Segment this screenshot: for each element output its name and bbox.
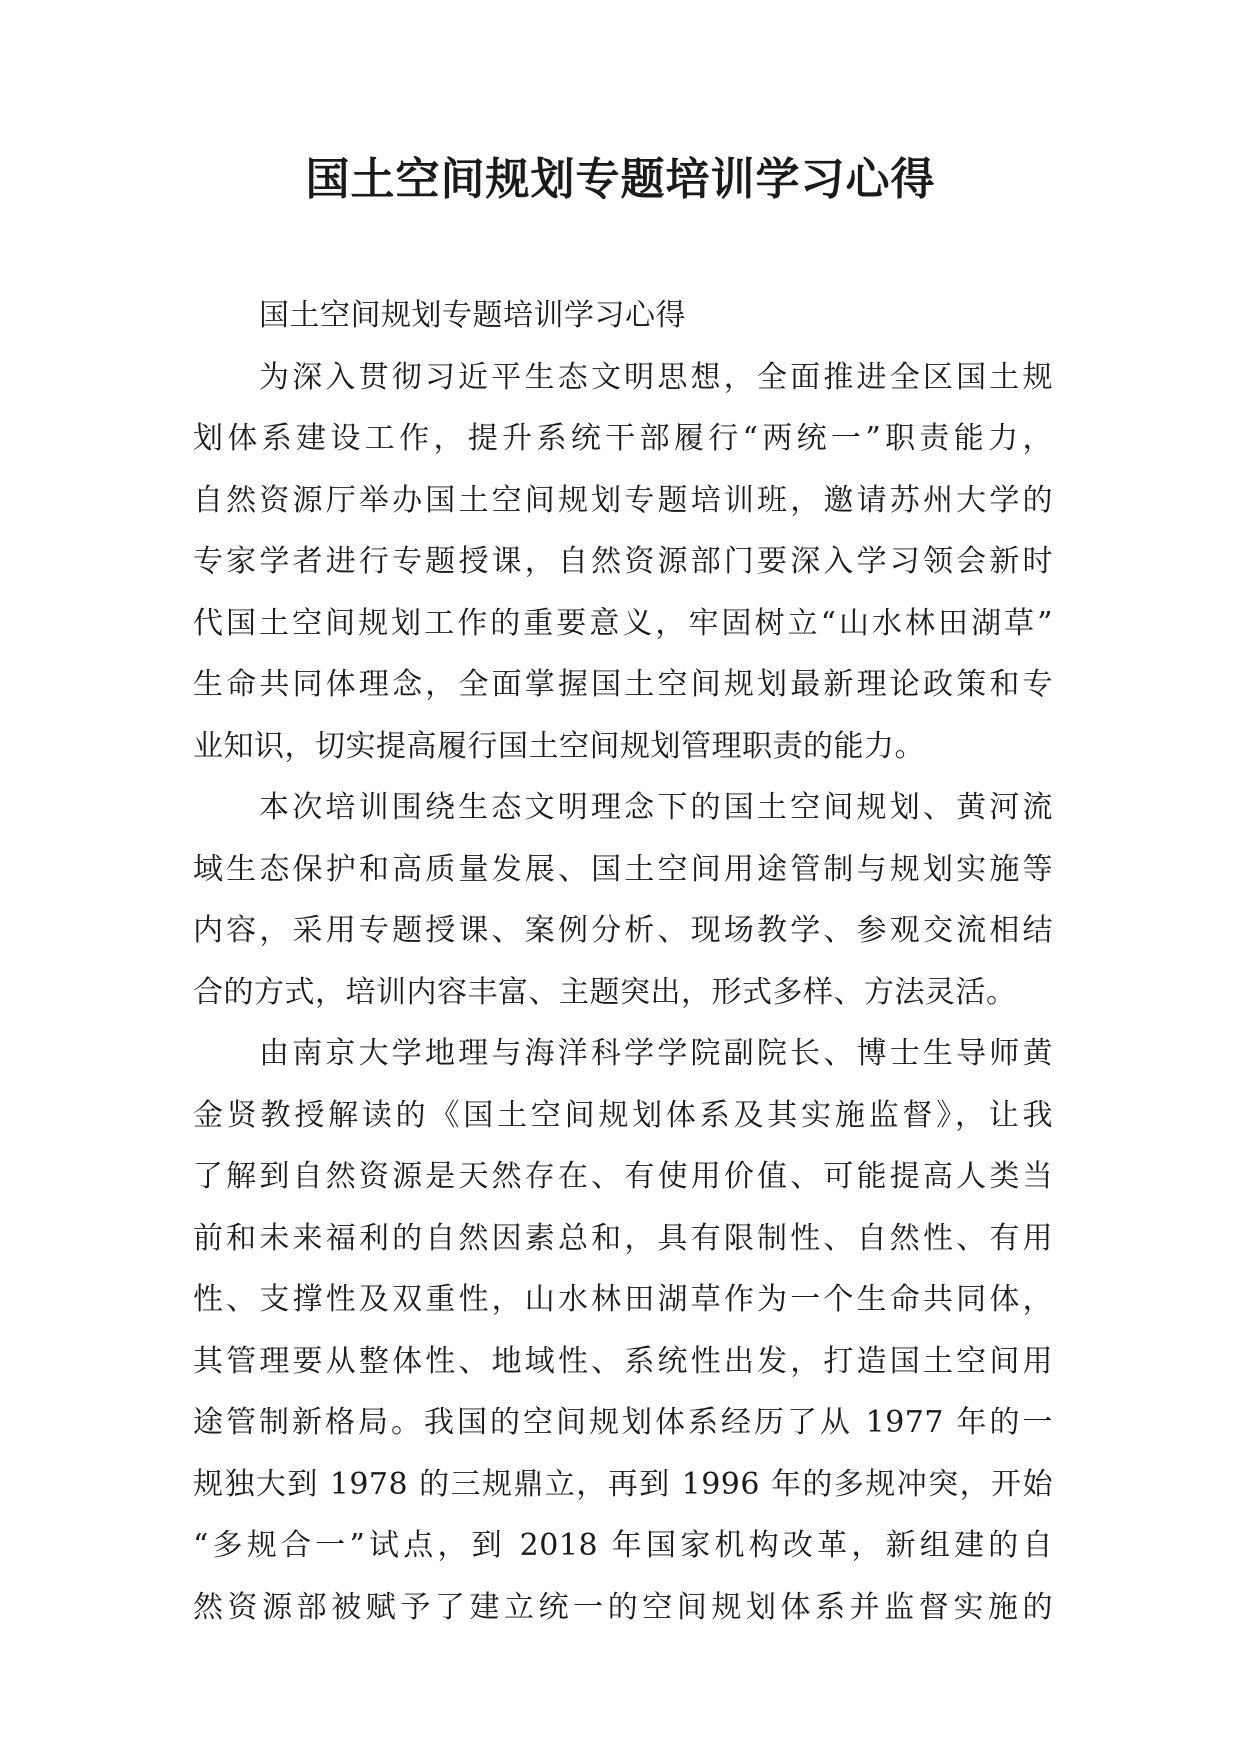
body-line: 规独大到 1978 的三规鼎立，再到 1996 年的多规冲突，开始	[193, 1466, 1053, 1502]
body-line: 性、支撑性及双重性，山水林田湖草作为一个生命共同体，	[193, 1282, 1053, 1317]
body-line: 自然资源厅举办国土空间规划专题培训班，邀请苏州大学的	[193, 482, 1053, 518]
document-title: 国土空间规划专题培训学习心得	[305, 154, 936, 205]
body-line: 然资源部被赋予了建立统一的空间规划体系并监督实施的	[193, 1589, 1053, 1625]
body-line: 前和未来福利的自然因素总和，具有限制性、自然性、有用	[193, 1220, 1053, 1256]
body-line: 本次培训围绕生态文明理念下的国土空间规划、黄河流	[259, 790, 1053, 825]
body-line: 途管制新格局。我国的空间规划体系经历了从 1977 年的一	[193, 1405, 1053, 1440]
body-line: 金贤教授解读的《国土空间规划体系及其实施监督》，让我	[193, 1097, 1053, 1133]
body-line: 合的方式，培训内容丰富、主题突出，形式多样、方法灵活。	[193, 974, 1017, 1010]
body-line: 了解到自然资源是天然存在、有使用价值、可能提高人类当	[193, 1159, 1053, 1194]
body-line: 由南京大学地理与海洋科学学院副院长、博士生导师黄	[259, 1036, 1053, 1071]
body-line: 内容，采用专题授课、案例分析、现场教学、参观交流相结	[193, 913, 1053, 948]
document-body	[193, 285, 1053, 1638]
body-line: 其管理要从整体性、地域性、系统性出发，打造国土空间用	[193, 1343, 1053, 1379]
body-line: 生命共同体理念，全面掌握国土空间规划最新理论政策和专	[193, 667, 1053, 702]
body-line: “多规合一”试点，到 2018 年国家机构改革，新组建的自	[193, 1528, 1053, 1563]
body-line: 域生态保护和高质量发展、国土空间用途管制与规划实施等	[193, 851, 1053, 887]
body-line: 业知识，切实提高履行国土空间规划管理职责的能力。	[193, 728, 925, 764]
body-line: 为深入贯彻习近平生态文明思想，全面推进全区国土规	[259, 359, 1053, 395]
body-line: 划体系建设工作，提升系统干部履行“两统一”职责能力，	[193, 421, 1053, 456]
body-line: 国土空间规划专题培训学习心得	[259, 298, 686, 333]
body-line: 专家学者进行专题授课，自然资源部门要深入学习领会新时	[193, 544, 1053, 579]
body-line: 代国土空间规划工作的重要意义，牢固树立“山水林田湖草”	[193, 605, 1053, 641]
